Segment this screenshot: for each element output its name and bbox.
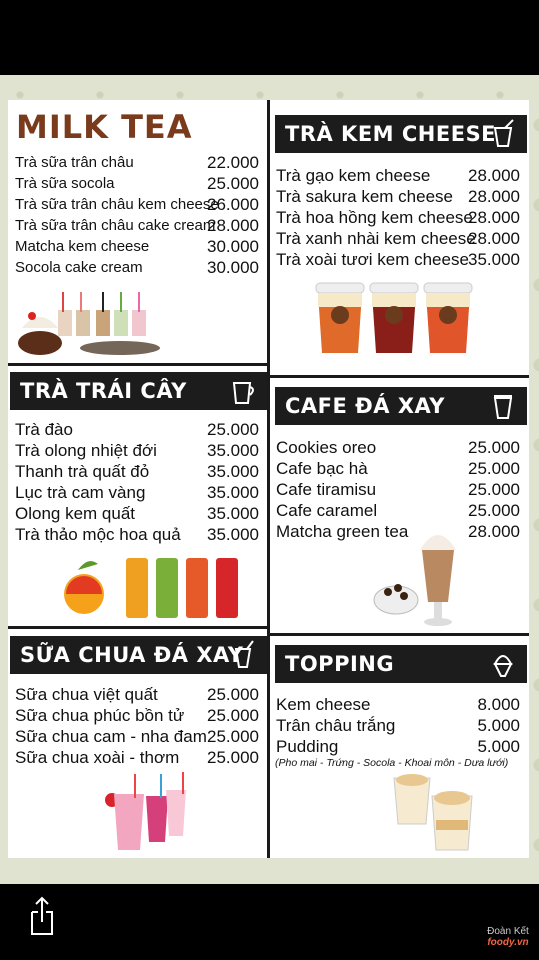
cafe-da-xay-banner [275, 387, 527, 425]
list-item [15, 419, 259, 440]
tra-trai-cay-banner [10, 372, 267, 410]
cup-icon [227, 639, 259, 671]
list-item [15, 482, 259, 503]
item-name: Trà gạo kem cheese [276, 166, 431, 185]
item-price: 25.000 [207, 420, 259, 439]
item-name: Trà sữa trân châu [15, 154, 134, 171]
topping-list [276, 694, 520, 757]
item-price: 26.000 [207, 195, 259, 214]
item-price: 28.000 [468, 166, 520, 185]
item-name: Matcha green tea [276, 522, 409, 541]
list-item [276, 165, 520, 186]
item-price: 25.000 [468, 480, 520, 499]
divider-h3 [270, 375, 529, 378]
item-price: 35.000 [207, 462, 259, 481]
sua-chua-title: SỮA CHUA ĐÁ XAY [20, 643, 244, 667]
item-price: 28.000 [468, 229, 520, 248]
list-item [15, 194, 259, 215]
item-name: Trân châu trắng [276, 716, 396, 735]
brand-location: Đoàn Kết [487, 926, 529, 937]
cup-icon [227, 375, 259, 407]
tra-trai-cay-title: TRÀ TRÁI CÂY [20, 379, 187, 403]
item-price: 5.000 [477, 737, 520, 756]
item-name: Matcha kem cheese [15, 238, 150, 255]
brand-logo: foody.vn [487, 937, 529, 948]
list-item [276, 249, 520, 270]
fruit-tea-image [60, 550, 245, 622]
list-item [276, 228, 520, 249]
item-price: 25.000 [207, 706, 259, 725]
milk-tea-list [15, 152, 259, 278]
share-icon[interactable] [28, 896, 56, 936]
item-price: 35.000 [207, 504, 259, 523]
bottom-toolbar [0, 884, 539, 960]
sua-chua-banner [10, 636, 267, 674]
tra-kem-cheese-list [276, 165, 520, 270]
cafe-da-xay-title: CAFE ĐÁ XAY [285, 394, 445, 418]
list-item [15, 503, 259, 524]
item-name: Sữa chua phúc bồn tử [15, 706, 185, 725]
item-price: 25.000 [207, 727, 259, 746]
divider-vertical [267, 100, 270, 858]
list-item [276, 186, 520, 207]
item-name: Trà sữa socola [15, 175, 115, 192]
topping-banner [275, 645, 527, 683]
top-bar [0, 0, 539, 75]
sundae-icon [487, 648, 519, 680]
divider-h2 [8, 626, 267, 629]
topping-note: (Pho mai - Trứng - Socola - Khoai môn - Dưa lưới) [275, 757, 509, 769]
list-item [15, 440, 259, 461]
item-price: 25.000 [207, 685, 259, 704]
item-name: Trà sữa trân châu kem cheese [15, 196, 219, 213]
list-item [276, 207, 520, 228]
item-name: Socola cake cream [15, 259, 143, 276]
list-item [15, 524, 259, 545]
item-name: Trà sữa trân châu cake cream [15, 217, 216, 234]
list-item [276, 479, 520, 500]
item-price: 28.000 [468, 208, 520, 227]
divider-h4 [270, 633, 529, 636]
item-name: Trà thảo mộc hoa quả [15, 525, 181, 544]
sua-chua-list [15, 684, 259, 768]
item-name: Trà xanh nhài kem cheese [276, 229, 476, 248]
item-name: Trà xoài tươi kem cheese [276, 250, 469, 269]
list-item [15, 705, 259, 726]
pudding-cups-image [390, 768, 485, 856]
item-price: 28.000 [468, 522, 520, 541]
item-name: Sữa chua xoài - thơm [15, 748, 180, 767]
item-price: 35.000 [207, 483, 259, 502]
item-name: Sữa chua việt quất [15, 685, 158, 704]
list-item [15, 257, 259, 278]
item-name: Trà hoa hồng kem cheese [276, 208, 473, 227]
list-item [276, 458, 520, 479]
item-name: Trà đào [15, 420, 73, 439]
item-price: 25.000 [207, 748, 259, 767]
item-price: 35.000 [207, 441, 259, 460]
cheese-tea-cups-image [310, 275, 480, 360]
milk-tea-drinks-image [10, 288, 170, 360]
item-price: 25.000 [468, 501, 520, 520]
item-price: 25.000 [468, 459, 520, 478]
item-price: 25.000 [468, 438, 520, 457]
item-name: Sữa chua cam - nha đam [15, 727, 207, 746]
tra-kem-cheese-banner [275, 115, 527, 153]
item-price: 35.000 [207, 525, 259, 544]
list-item [15, 152, 259, 173]
item-name: Trà olong nhiệt đới [15, 441, 157, 460]
list-item [15, 726, 259, 747]
yogurt-smoothie-image [100, 770, 195, 855]
list-item [276, 500, 520, 521]
item-name: Cafe caramel [276, 501, 378, 520]
list-item [276, 437, 520, 458]
item-name: Pudding [276, 737, 339, 756]
item-price: 5.000 [477, 716, 520, 735]
cup-icon [487, 118, 519, 150]
list-item [276, 694, 520, 715]
item-name: Cafe bạc hà [276, 459, 368, 478]
frappe-image [368, 520, 468, 630]
cup-icon [487, 390, 519, 422]
item-name: Cookies oreo [276, 438, 377, 457]
tra-kem-cheese-title: TRÀ KEM CHEESE [285, 122, 497, 146]
item-name: Lục trà cam vàng [15, 483, 146, 502]
item-price: 8.000 [477, 695, 520, 714]
list-item [276, 715, 520, 736]
list-item [15, 684, 259, 705]
topping-title: TOPPING [285, 652, 395, 676]
item-price: 30.000 [207, 258, 259, 277]
tra-trai-cay-list [15, 419, 259, 545]
divider-h1 [8, 363, 267, 366]
item-name: Trà sakura kem cheese [276, 187, 453, 206]
watermark-brand [480, 926, 536, 948]
item-price: 30.000 [207, 237, 259, 256]
item-price: 28.000 [207, 216, 259, 235]
milk-tea-title: MILK TEA [16, 108, 193, 146]
list-item [15, 215, 259, 236]
list-item [15, 747, 259, 768]
item-price: 35.000 [468, 250, 520, 269]
item-name: Kem cheese [276, 695, 371, 714]
item-name: Cafe tiramisu [276, 480, 377, 499]
item-price: 22.000 [207, 153, 259, 172]
list-item [15, 236, 259, 257]
item-name: Olong kem quất [15, 504, 136, 523]
list-item [15, 173, 259, 194]
item-price: 28.000 [468, 187, 520, 206]
item-price: 25.000 [207, 174, 259, 193]
list-item [276, 736, 520, 757]
list-item [15, 461, 259, 482]
item-name: Thanh trà quất đỏ [15, 462, 150, 481]
